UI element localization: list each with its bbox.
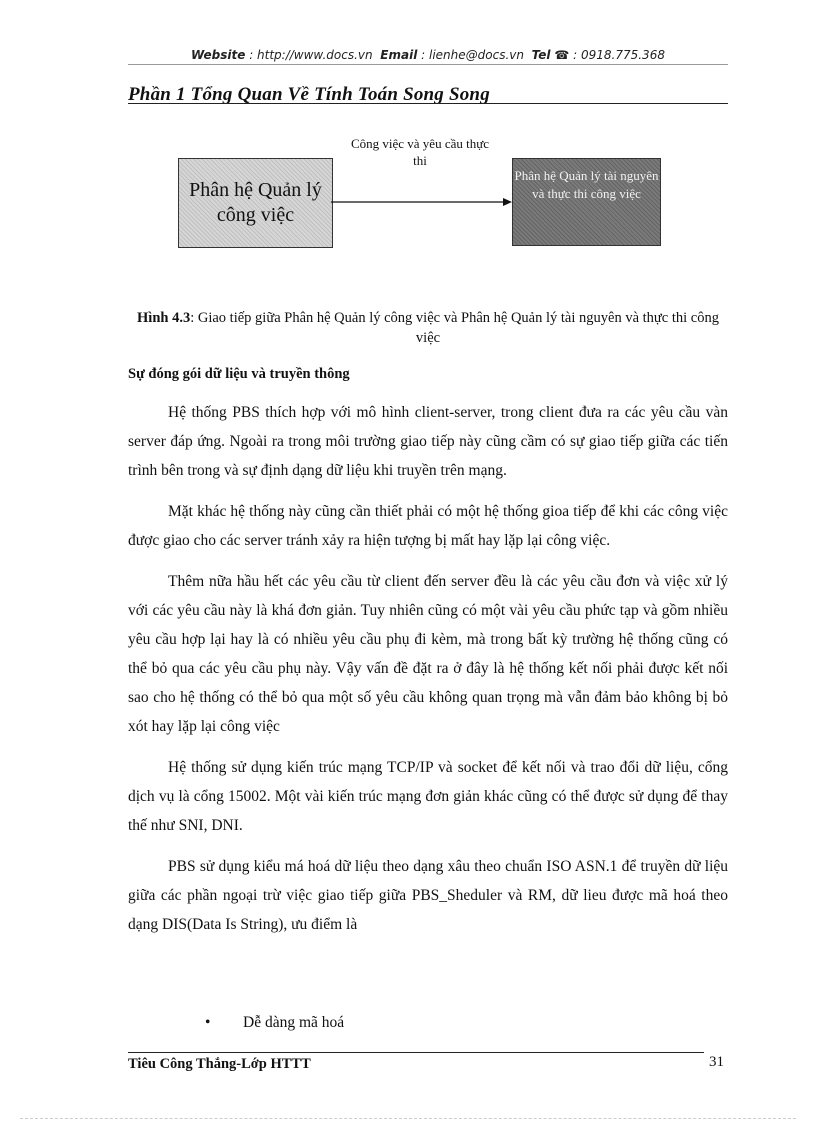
caption-label: Hình 4.3: [137, 310, 191, 326]
paragraph: Mặt khác hệ thống này cũng cần thiết phải có một hệ thống gioa tiếp để khi các công việc được giao cho các server tránh xảy ra hiện tượng bị mất hay lặp lại công việc.: [128, 503, 728, 549]
page-edge: [20, 1118, 796, 1119]
phone-icon: ☎: [554, 48, 570, 62]
email-label: Email: [380, 48, 418, 62]
page-header: [128, 48, 728, 62]
bullet-dot-icon: •: [205, 1014, 211, 1031]
paragraph: Hệ thống PBS thích hợp với mô hình client-server, trong client đưa ra các yêu cầu vàn server đáp ứng. Ngoài ra trong môi trường giao tiếp này cũng cầm có sự giao tiếp giữa các tiến trình bên trong và sự định dạng dữ liệu khi truyền trên mạng.: [128, 404, 728, 479]
footer-divider: [128, 1052, 704, 1053]
diagram-arrow: [331, 195, 513, 209]
caption-text: : Giao tiếp giữa Phân hệ Quản lý công việc và Phân hệ Quản lý tài nguyên và thực thi công việc: [190, 310, 719, 346]
section-title: Phần 1 Tổng Quan Về Tính Toán Song Song: [128, 84, 490, 105]
paragraph: Thêm nữa hầu hết các yêu cầu từ client đến server đều là các yêu cầu đơn và việc xử lý với các yêu cầu này là khá đơn giản. Tuy nhiên cũng có một vài yêu cầu phức tạp và gồm nhiều yêu cầu hợp lại hay là có nhiều yêu cầu phụ đi kèm, mà trong bất kỳ trường hệ thống cũng có thể bỏ qua các yêu cầu phụ này. Vậy vấn đề đặt ra ở đây là hệ thống kết nối phải được kết nối sao cho hệ thống có thể bỏ qua một số yêu cầu không quan trọng mà vẫn đảm bảo không bị bỏ xót hay lặp lại công việc: [128, 573, 728, 735]
figure-caption: [128, 309, 728, 348]
paragraph: PBS sử dụng kiểu má hoá dữ liệu theo dạng xâu theo chuẩn ISO ASN.1 để truyền dữ liệu giữa các phần ngoại trừ việc giao tiếp giữa PBS_Sheduler và RM, dữ lieu được mã hoá theo dạng DIS(Data Is String), ưu điểm là: [128, 858, 728, 933]
body-text: [128, 398, 728, 951]
paragraph: Hệ thống sử dụng kiến trúc mạng TCP/IP và socket để kết nối và trao đổi dữ liệu, cổng dịch vụ là cổng 15002. Một vài kiến trúc mạng đơn giản khác cũng có thể được sử dụng để thay thế như SNI, DNI.: [128, 759, 728, 834]
footer-author: Tiêu Công Thắng-Lớp HTTT: [128, 1056, 311, 1072]
tel-value: : 0918.775.368: [573, 48, 665, 62]
bullet-item: [205, 1008, 344, 1037]
tel-label: Tel: [531, 48, 551, 62]
job-management-box: Phân hệ Quản lý công việc: [178, 158, 333, 248]
bullet-text: Dễ dàng mã hoá: [243, 1014, 345, 1031]
email-value[interactable]: : lienhe@docs.vn: [421, 48, 524, 62]
resource-execution-box: Phân hệ Quản lý tài nguyên và thực thi công việc: [512, 158, 661, 246]
arrow-label: Công việc và yêu cầu thực thi: [350, 136, 490, 168]
header-divider: [128, 64, 728, 65]
website-url[interactable]: : http://www.docs.vn: [249, 48, 373, 62]
subheading: Sự đóng gói dữ liệu và truyền thông: [128, 366, 350, 382]
section-title-underline: [128, 103, 728, 104]
page-number: 31: [709, 1054, 724, 1070]
website-label: Website: [191, 48, 246, 62]
